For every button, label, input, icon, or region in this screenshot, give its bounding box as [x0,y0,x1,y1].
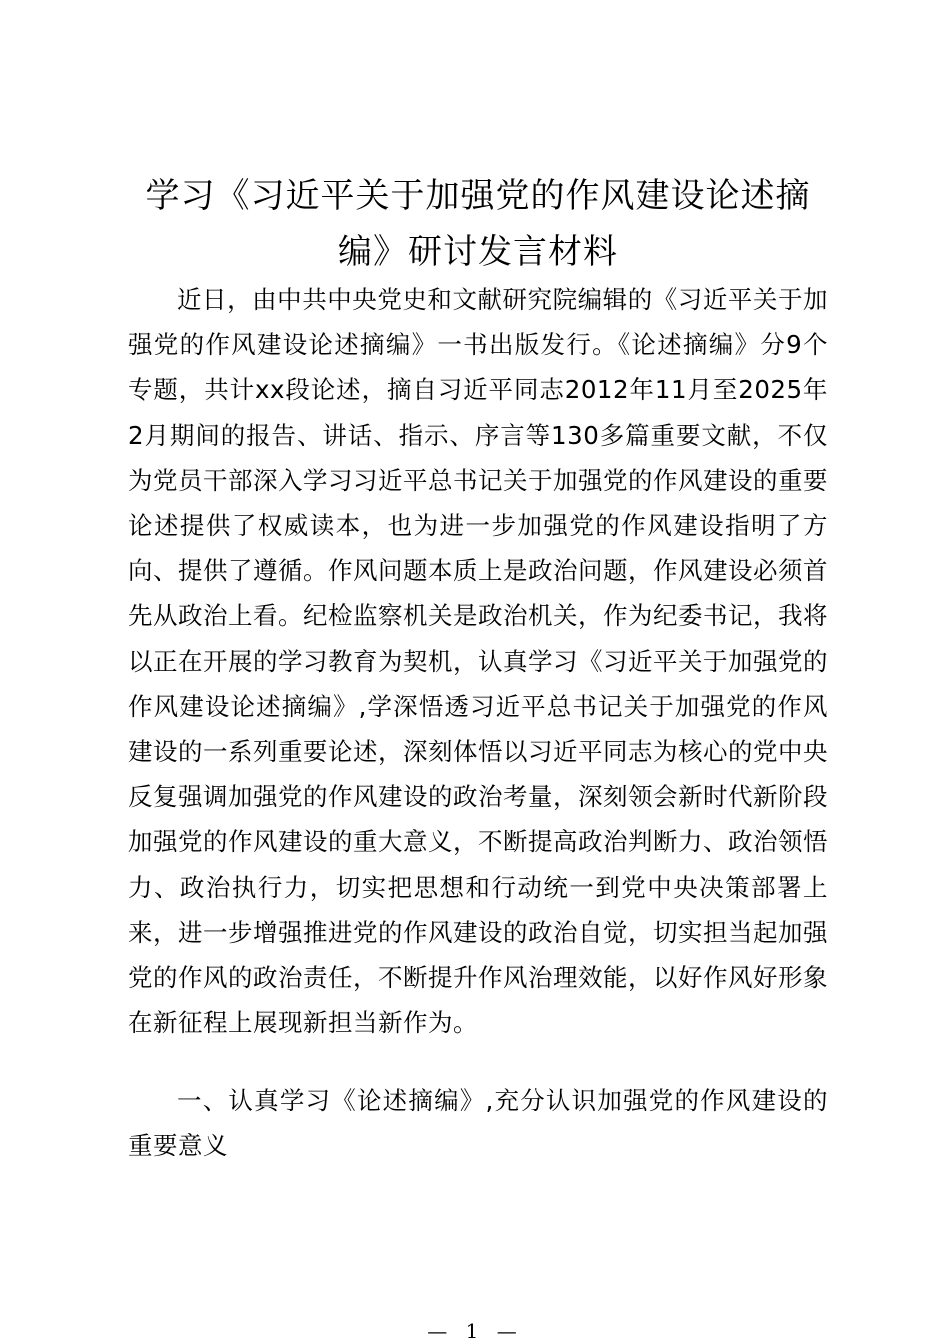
body-paragraph: 近日，由中共中央党史和文献研究院编辑的《习近平关于加强党的作风建设论述摘编》一书出版发行。《论述摘编》分9个专题，共计xx段论述，摘自习近平同志2012年11月至2025年2月期间的报告、讲话、指示、序言等130多篇重要文献，不仅为党员干部深入学习习近平总书记关于加强党的作风建设的重要论述提供了权威读本，也为进一步加强党的作风建设指明了方向、提供了遵循。作风问题本质上是政治问题，作风建设必须首先从政治上看。纪检监察机关是政治机关，作为纪委书记，我将以正在开展的学习教育为契机，认真学习《习近平关于加强党的作风建设论述摘编》,学深悟透习近平总书记关于加强党的作风建设的一系列重要论述，深刻体悟以习近平同志为核心的党中央反复强调加强党的作风建设的政治考量，深刻领会新时代新阶段加强党的作风建设的重大意义，不断提高政治判断力、政治领悟力、政治执行力，切实把思想和行动统一到党中央决策部署上来，进一步增强推进党的作风建设的政治自觉，切实担当起加强党的作风的政治责任，不断提升作风治理效能，以好作风好形象在新征程上展现新担当新作为。 [128,285,828,1038]
document-title: 学习《习近平关于加强党的作风建设论述摘编》研讨发言材料 [145,176,811,272]
section-heading: 一、认真学习《论述摘编》,充分认识加强党的作风建设的重要意义 [128,1086,828,1161]
page-number: — 1 — [427,1319,523,1343]
